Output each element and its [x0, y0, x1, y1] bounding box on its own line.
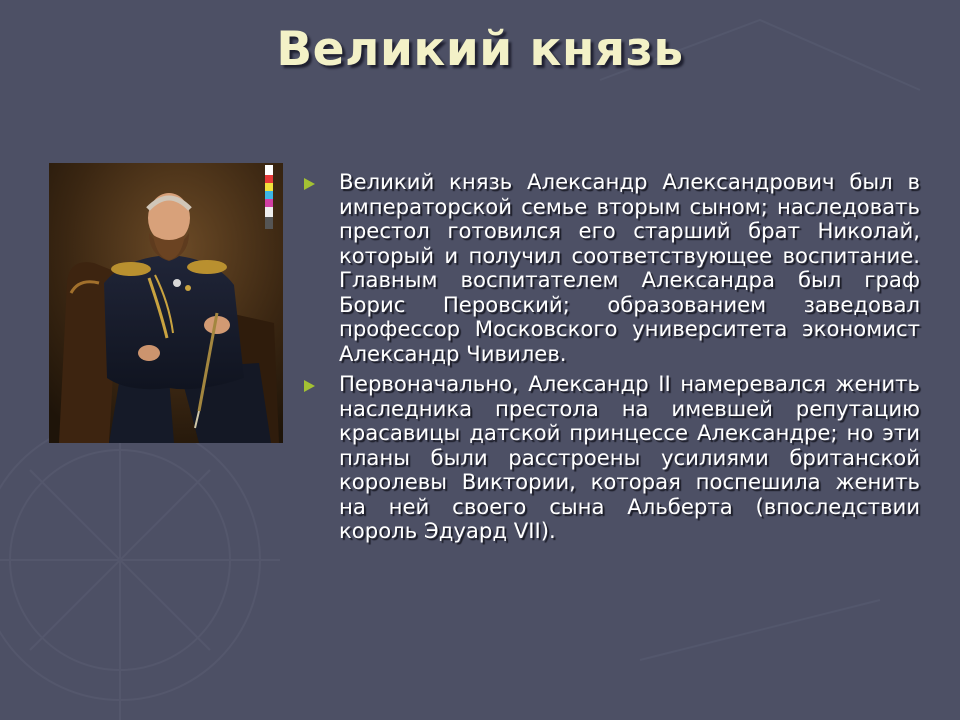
triangle-bullet-icon — [304, 178, 315, 190]
slide-content — [300, 170, 920, 550]
triangle-bullet-icon — [304, 380, 315, 392]
bullet-text: Великий князь Александр Александрович был в императорской семье вторым сыном; наследовать престол готовился его старший брат Николай, который и получил соответствующее воспитание. Главным воспитателем Александра был граф Борис Перовский; образованием заведовал профессор Московского университета экономист Александр Чивилев. — [339, 169, 920, 366]
bullet-text: Первоначально, Александр II намеревался женить наследника престола на имевшей репутацию красавицы датской принцессе Александре; но эти планы были расстроены усилиями британской королевы Виктории, которая поспешила женить на ней своего сына Альберта (впоследствии король Эдуард VII). — [339, 371, 920, 543]
bullet-item — [300, 170, 920, 366]
portrait-image — [49, 163, 283, 443]
slide-title: Великий князь — [276, 22, 684, 77]
bullet-item — [300, 372, 920, 544]
